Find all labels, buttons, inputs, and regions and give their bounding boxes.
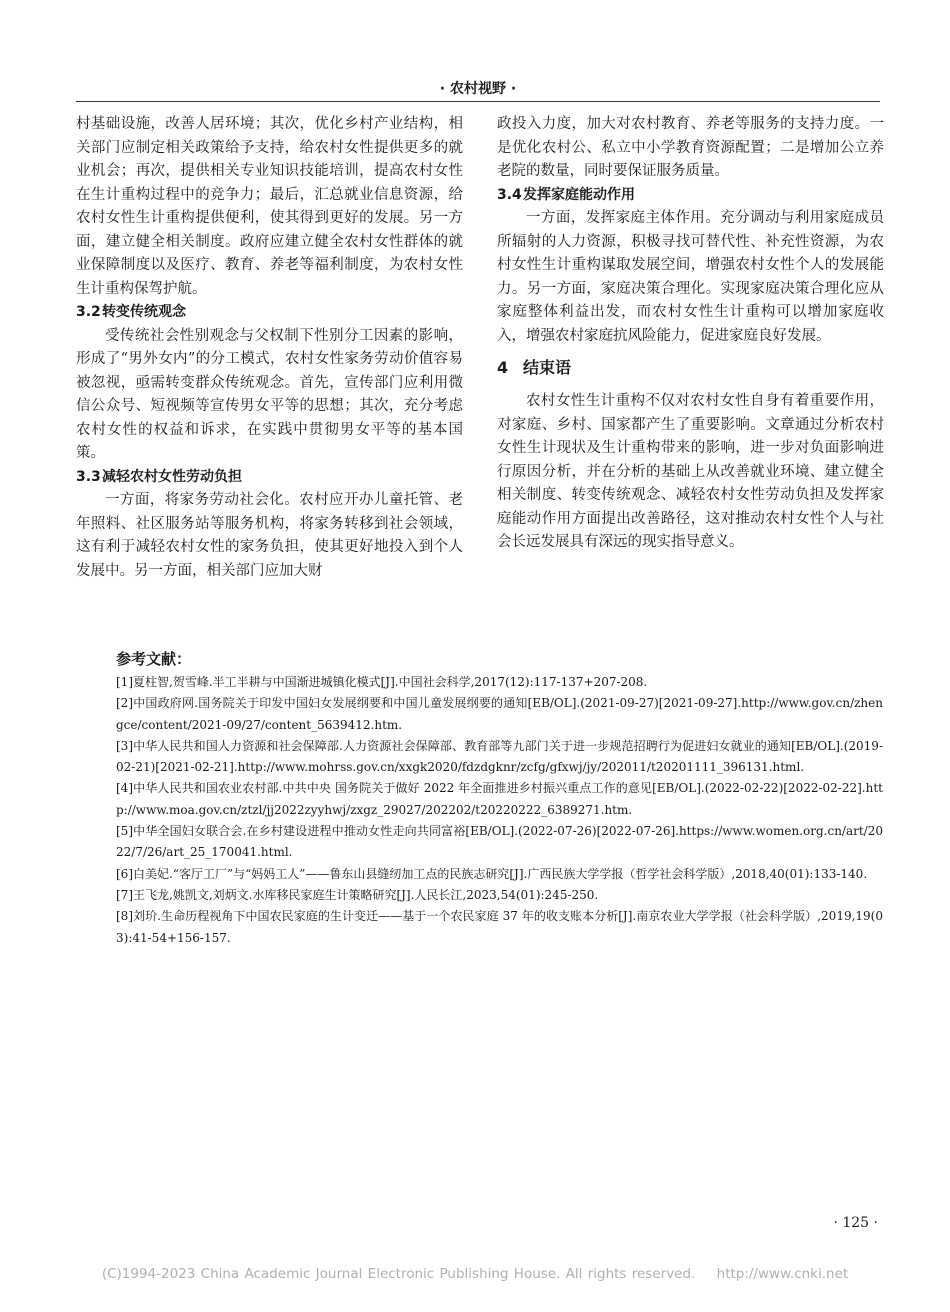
reference-item: [2]中国政府网.国务院关于印发中国妇女发展纲要和中国儿童发展纲要的通知[EB/OL].(2021-09-27)[2021-09-27].http://www.gov.cn/zhengce/content/2021-09/27/content_5639412.htm. (116, 696, 883, 732)
right-column (497, 113, 884, 555)
reference-item: [4]中华人民共和国农业农村部.中共中央 国务院关于做好 2022 年全面推进乡村振兴重点工作的意见[EB/OL].(2022-02-22)[2022-02-22].http://www.moa.gov.cn/ztzl/jj2022zyyhwj/zxgz_29027/202202/t20220222_6389271.htm. (116, 781, 883, 817)
section-title: 结束语 (523, 358, 572, 377)
reference-item: [5]中华全国妇女联合会.在乡村建设进程中推动女性走向共同富裕[EB/OL].(2022-07-26)[2022-07-26].https://www.women.org.cn/art/2022/7/26/art_25_170041.html. (116, 824, 883, 860)
reference-item: [3]中华人民共和国人力资源和社会保障部.人力资源社会保障部、教育部等九部门关于进一步规范招聘行为促进妇女就业的通知[EB/OL].(2019-02-21)[2021-02-21].http://www.mohrss.gov.cn/xxgk2020/fdzdgknr/zcfg/gfxwj/jy/202011/t20201111_396131.html. (116, 738, 883, 775)
section-heading-4 (497, 356, 884, 380)
copyright-text: (C)1994-2023 China Academic Journal Electronic Publishing House. All rights reserved. (101, 1266, 696, 1282)
section-heading-3-4 (497, 184, 884, 208)
paragraph: 受传统社会性别观念与父权制下性别分工因素的影响，形成了“男外女内”的分工模式，农村女性家务劳动价值容易被忽视，亟需转变群众传统观念。首先，宣传部门应利用微信公众号、短视频等宣传男女平等的思想；其次，充分考虑农村女性的权益和诉求，在实践中贯彻男女平等的基本国策。 (76, 327, 463, 461)
section-heading-3-3 (76, 466, 463, 490)
reference-item: [1]夏柱智,贺雪峰.半工半耕与中国渐进城镇化模式[J].中国社会科学,2017(12):117-137+207-208. (116, 675, 648, 689)
section-number: 3.2 (76, 304, 101, 320)
section-title: 转变传统观念 (102, 304, 186, 320)
section-number: 4 (497, 358, 509, 377)
copyright-footer (0, 1266, 950, 1282)
left-column (76, 113, 463, 583)
reference-item: [6]白美妃.“客厅工厂”与“妈妈工人”——鲁东山县缝纫加工点的民族志研究[J].广西民族大学学报（哲学社会科学版）,2018,40(01):133-140. (116, 866, 868, 881)
paragraph: 村基础设施，改善人居环境；其次，优化乡村产业结构，相关部门应制定相关政策给予支持，给农村女性提供更多的就业机会；再次，提供相关专业知识技能培训，提高农村女性在生计重构过程中的竞争力；最后，汇总就业信息资源，给农村女性生计重构提供便利，使其得到更好的发展。另一方面，建立健全相关制度。政府应建立健全农村女性群体的就业保障制度以及医疗、教育、养老等福利制度，为农村女性生计重构保驾护航。 (76, 116, 463, 297)
header-rule (76, 101, 880, 102)
section-number: 3.3 (76, 468, 101, 485)
paragraph: 一方面，将家务劳动社会化。农村应开办儿童托管、老年照料、社区服务站等服务机构，将家务转移到社会领域，这有利于减轻农村女性的家务负担，使其更好地投入到个人发展中。另一方面，相关部门应加大财 (76, 492, 463, 579)
section-title: 发挥家庭能动作用 (523, 186, 635, 203)
references-list (116, 672, 883, 949)
paragraph: 农村女性生计重构不仅对农村女性自身有着重要作用，对家庭、乡村、国家都产生了重要影响。文章通过分析农村女性生计现状及生计重构带来的影响，进一步对负面影响进行原因分析，并在分析的基础上从改善就业环境、建立健全相关制度、转变传统观念、减轻农村女性劳动负担及发挥家庭能动作用方面提出改善路径，这对推动农村女性个人与社会长远发展具有深远的现实指导意义。 (497, 393, 884, 550)
references-title: 参考文献： (116, 650, 192, 668)
reference-item: [8]刘玠.生命历程视角下中国农民家庭的生计变迁——基于一个农民家庭 37 年的收支账本分析[J].南京农业大学学报（社会科学版）,2019,19(03):41-54+156-157. (116, 909, 883, 945)
paragraph: 一方面，发挥家庭主体作用。充分调动与利用家庭成员所辐射的人力资源，积极寻找可替代性、补充性资源，为农村女性生计重构谋取发展空间，增强农村女性个人的发展能力。另一方面，家庭决策合理化。实现家庭决策合理化应从家庭整体利益出发，而农村女性生计重构可以增加家庭收入，增强农村家庭抗风险能力，促进家庭良好发展。 (497, 210, 884, 344)
section-title: 减轻农村女性劳动负担 (102, 468, 242, 485)
section-heading-3-2 (76, 301, 463, 325)
footer-link[interactable]: http://www.cnki.net (716, 1266, 849, 1282)
reference-item: [7]王飞龙,姚凯文,刘炳文.水库移民家庭生计策略研究[J].人民长江,2023,54(01):245-250. (116, 887, 599, 902)
section-number: 3.4 (497, 186, 522, 203)
page-number: · 125 · (833, 1215, 878, 1231)
paragraph: 政投入力度，加大对农村教育、养老等服务的支持力度。一是优化农村公、私立中小学教育资源配置；二是增加公立养老院的数量，同时要保证服务质量。 (497, 116, 884, 179)
running-header: · 农村视野 · (439, 81, 517, 97)
